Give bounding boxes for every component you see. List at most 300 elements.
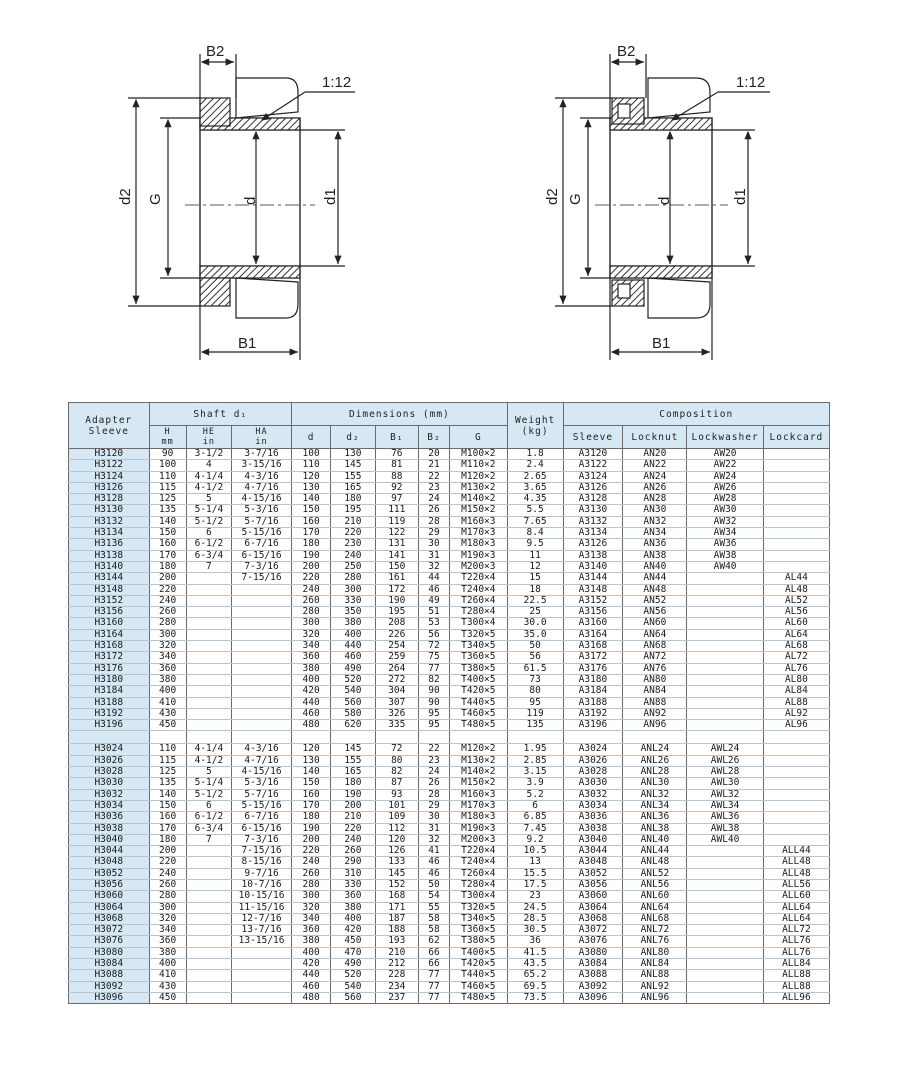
table-cell: A3148 (563, 584, 623, 595)
table-cell: 28 (418, 789, 449, 800)
table-cell: 130 (292, 482, 331, 493)
table-cell: M190×3 (449, 550, 507, 561)
table-cell: 240 (331, 550, 375, 561)
table-cell: 540 (331, 686, 375, 697)
separator-cell (623, 731, 687, 744)
table-row (69, 812, 830, 823)
table-cell: AN60 (623, 618, 687, 629)
table-cell (763, 755, 829, 766)
table-cell (186, 573, 231, 584)
table-cell: 230 (331, 539, 375, 550)
table-cell: M170×3 (449, 528, 507, 539)
table-cell: 150 (292, 505, 331, 516)
table-cell (763, 812, 829, 823)
table-cell: T480×5 (449, 992, 507, 1003)
table-cell: 160 (149, 539, 186, 550)
table-cell: T460×5 (449, 708, 507, 719)
table-cell: 95 (507, 697, 563, 708)
table-cell: 420 (292, 686, 331, 697)
table-cell (687, 959, 763, 970)
table-cell: ANL44 (623, 846, 687, 857)
group-separator-row (69, 731, 830, 744)
table-cell: A3172 (563, 652, 623, 663)
left-d1-label: d1 (322, 188, 339, 205)
table-cell: 150 (149, 528, 186, 539)
table-cell: ANL34 (623, 800, 687, 811)
table-cell: 200 (149, 846, 186, 857)
table-cell: AL96 (763, 720, 829, 731)
table-cell (763, 800, 829, 811)
table-cell: 2.4 (507, 460, 563, 471)
table-cell: 330 (331, 879, 375, 890)
table-cell: AW34 (687, 528, 763, 539)
table-cell: 120 (292, 471, 331, 482)
table-cell: T320×5 (449, 902, 507, 913)
table-cell: AW24 (687, 471, 763, 482)
table-cell: AL80 (763, 674, 829, 685)
table-row (69, 879, 830, 890)
table-cell (687, 857, 763, 868)
table-cell (232, 947, 292, 958)
table-cell: A3052 (563, 868, 623, 879)
table-cell: 304 (375, 686, 418, 697)
table-cell: 360 (149, 936, 186, 947)
table-cell: 23 (418, 482, 449, 493)
table-cell: 152 (375, 879, 418, 890)
header-weight-unit: (kg) (521, 425, 549, 437)
table-cell: AW26 (687, 482, 763, 493)
table-cell (186, 913, 231, 924)
table-cell: A3140 (563, 561, 623, 572)
table-cell: AWL36 (687, 812, 763, 823)
table-cell: 326 (375, 708, 418, 719)
table-row (69, 720, 830, 731)
table-cell: H3126 (69, 482, 150, 493)
table-cell: A3026 (563, 755, 623, 766)
table-cell: 131 (375, 539, 418, 550)
table-row (69, 970, 830, 981)
table-cell: T220×4 (449, 573, 507, 584)
table-cell (232, 674, 292, 685)
table-cell (232, 992, 292, 1003)
table-cell: 300 (149, 902, 186, 913)
table-cell: H3088 (69, 970, 150, 981)
table-cell: 350 (331, 607, 375, 618)
table-cell (687, 573, 763, 584)
table-cell: 5 (186, 767, 231, 778)
header-ha-unit: in (255, 437, 268, 447)
table-cell (687, 618, 763, 629)
table-cell: H3196 (69, 720, 150, 731)
table-cell: 56 (418, 629, 449, 640)
table-cell: 335 (375, 720, 418, 731)
table-cell (232, 708, 292, 719)
table-cell: 208 (375, 618, 418, 629)
table-cell: H3156 (69, 607, 150, 618)
left-taper-label: 1:12 (322, 74, 352, 91)
table-cell: 10.5 (507, 846, 563, 857)
table-cell: 520 (331, 674, 375, 685)
table-cell: 6 (507, 800, 563, 811)
table-cell: 340 (149, 925, 186, 936)
table-cell: AW30 (687, 505, 763, 516)
table-cell: H3028 (69, 767, 150, 778)
table-cell: M130×2 (449, 482, 507, 493)
table-cell: A3072 (563, 925, 623, 936)
table-cell: AL68 (763, 641, 829, 652)
table-cell: 440 (292, 697, 331, 708)
table-cell: 440 (331, 641, 375, 652)
table-cell: AL76 (763, 663, 829, 674)
table-cell: A3144 (563, 573, 623, 584)
table-cell: H3036 (69, 812, 150, 823)
table-cell: 240 (331, 834, 375, 845)
table-cell (763, 767, 829, 778)
table-cell: 320 (292, 902, 331, 913)
table-cell: H3184 (69, 686, 150, 697)
table-cell: A3024 (563, 744, 623, 755)
table-cell: AW20 (687, 449, 763, 460)
table-cell: AN80 (623, 674, 687, 685)
right-d1-label: d1 (732, 188, 749, 205)
table-cell: M130×2 (449, 755, 507, 766)
table-cell: A3134 (563, 528, 623, 539)
table-cell: 7-3/16 (232, 561, 292, 572)
adapter-sleeve-table (68, 402, 830, 1004)
table-cell: A3034 (563, 800, 623, 811)
table-row (69, 755, 830, 766)
table-cell (186, 902, 231, 913)
table-cell: T440×5 (449, 970, 507, 981)
table-cell: M150×2 (449, 778, 507, 789)
table-cell: 180 (149, 834, 186, 845)
table-cell: 290 (331, 857, 375, 868)
table-cell: 240 (149, 595, 186, 606)
table-cell: 6-1/2 (186, 812, 231, 823)
specification-table-wrapper (68, 402, 830, 1004)
table-cell: 170 (292, 528, 331, 539)
table-cell: 330 (331, 595, 375, 606)
table-row (69, 800, 830, 811)
table-cell: A3036 (563, 812, 623, 823)
table-row (69, 744, 830, 755)
table-cell: 195 (331, 505, 375, 516)
table-cell: 82 (418, 674, 449, 685)
table-cell: 272 (375, 674, 418, 685)
table-cell: 187 (375, 913, 418, 924)
table-cell: 4-1/4 (186, 744, 231, 755)
table-cell: 4-7/16 (232, 482, 292, 493)
table-cell: 4-15/16 (232, 767, 292, 778)
table-cell: A3126 (563, 539, 623, 550)
header-b1: B₁ (375, 426, 418, 449)
table-cell: H3084 (69, 959, 150, 970)
table-cell: AN96 (623, 720, 687, 731)
table-cell: ANL56 (623, 879, 687, 890)
table-row (69, 449, 830, 460)
table-cell (687, 913, 763, 924)
table-cell: 180 (331, 494, 375, 505)
table-cell: 140 (149, 516, 186, 527)
table-cell: 380 (292, 663, 331, 674)
table-cell: A3032 (563, 789, 623, 800)
table-cell: 170 (292, 800, 331, 811)
header-h-unit: mm (161, 437, 174, 447)
table-cell: H3052 (69, 868, 150, 879)
table-cell: AW28 (687, 494, 763, 505)
table-row (69, 789, 830, 800)
separator-cell (292, 731, 331, 744)
table-cell: AN84 (623, 686, 687, 697)
table-cell: AWL32 (687, 789, 763, 800)
table-cell: 7.65 (507, 516, 563, 527)
table-cell: 26 (418, 778, 449, 789)
table-row (69, 607, 830, 618)
table-cell: H3068 (69, 913, 150, 924)
table-cell: 5-3/16 (232, 505, 292, 516)
table-cell (687, 607, 763, 618)
table-cell: AN22 (623, 460, 687, 471)
table-cell: H3026 (69, 755, 150, 766)
table-cell: H3030 (69, 778, 150, 789)
table-cell: 480 (292, 992, 331, 1003)
table-cell: 190 (292, 550, 331, 561)
table-cell (232, 686, 292, 697)
table-cell: T420×5 (449, 686, 507, 697)
table-cell (687, 720, 763, 731)
table-cell: 260 (331, 846, 375, 857)
table-cell: 130 (331, 449, 375, 460)
table-cell: 30.0 (507, 618, 563, 629)
table-cell (232, 629, 292, 640)
table-cell (763, 528, 829, 539)
table-cell: 340 (292, 641, 331, 652)
table-cell: 110 (149, 471, 186, 482)
table-cell: 180 (292, 539, 331, 550)
table-cell: 193 (375, 936, 418, 947)
table-cell: 400 (292, 947, 331, 958)
table-cell: 92 (375, 482, 418, 493)
table-cell (687, 891, 763, 902)
table-row (69, 595, 830, 606)
table-row (69, 494, 830, 505)
table-cell: A3188 (563, 697, 623, 708)
table-cell: 125 (149, 767, 186, 778)
table-cell: 380 (292, 936, 331, 947)
header-sleeve: Sleeve (563, 426, 623, 449)
table-cell (763, 449, 829, 460)
table-cell: 95 (418, 720, 449, 731)
separator-cell (232, 731, 292, 744)
table-cell: 4-1/4 (186, 471, 231, 482)
table-cell: 17.5 (507, 879, 563, 890)
table-cell: 6 (186, 528, 231, 539)
table-cell: 210 (331, 516, 375, 527)
table-cell (186, 674, 231, 685)
table-cell: 380 (331, 902, 375, 913)
table-cell: 29 (418, 528, 449, 539)
table-cell (186, 629, 231, 640)
table-cell: 13-15/16 (232, 936, 292, 947)
table-cell: A3164 (563, 629, 623, 640)
table-cell: 55 (418, 902, 449, 913)
right-b2-label: B2 (617, 43, 636, 60)
right-b1-label: B1 (652, 335, 671, 352)
table-cell (763, 494, 829, 505)
table-cell: 440 (292, 970, 331, 981)
table-cell: 76 (375, 449, 418, 460)
table-cell: 307 (375, 697, 418, 708)
table-cell: 5-7/16 (232, 789, 292, 800)
table-cell (232, 970, 292, 981)
table-cell: 470 (331, 947, 375, 958)
table-cell: A3138 (563, 550, 623, 561)
table-cell: 4-7/16 (232, 755, 292, 766)
table-cell: 6-1/2 (186, 539, 231, 550)
table-cell (687, 595, 763, 606)
table-cell: 73 (507, 674, 563, 685)
table-cell: 25 (507, 607, 563, 618)
table-cell: 460 (292, 708, 331, 719)
header-ha-label: HA (255, 427, 268, 437)
table-cell: 145 (331, 744, 375, 755)
table-cell (763, 516, 829, 527)
table-cell: H3192 (69, 708, 150, 719)
table-cell: AL60 (763, 618, 829, 629)
table-cell (687, 697, 763, 708)
table-cell (186, 846, 231, 857)
table-cell: AW32 (687, 516, 763, 527)
table-cell: T460×5 (449, 981, 507, 992)
table-cell: 9-7/16 (232, 868, 292, 879)
table-cell: 490 (331, 663, 375, 674)
table-cell: 400 (331, 913, 375, 924)
table-cell: 200 (292, 834, 331, 845)
table-cell: 11-15/16 (232, 902, 292, 913)
table-cell (687, 947, 763, 958)
table-cell: H3176 (69, 663, 150, 674)
table-cell: 58 (418, 913, 449, 924)
header-lockwasher: Lockwasher (687, 426, 763, 449)
table-cell: 410 (149, 697, 186, 708)
table-cell: 22 (418, 471, 449, 482)
table-cell: AN24 (623, 471, 687, 482)
header-b2: B₂ (418, 426, 449, 449)
table-cell: 65.2 (507, 970, 563, 981)
table-cell: 24 (418, 767, 449, 778)
table-cell: 280 (331, 573, 375, 584)
table-cell (763, 539, 829, 550)
table-row (69, 767, 830, 778)
right-d2-label: d2 (544, 188, 561, 205)
table-cell: 109 (375, 812, 418, 823)
table-cell: A3068 (563, 913, 623, 924)
table-cell (186, 879, 231, 890)
table-cell: 228 (375, 970, 418, 981)
table-cell: 140 (149, 789, 186, 800)
table-cell: H3188 (69, 697, 150, 708)
table-cell: 5-1/4 (186, 778, 231, 789)
table-row (69, 891, 830, 902)
table-cell: 5-15/16 (232, 528, 292, 539)
table-cell: 75 (418, 652, 449, 663)
table-cell: H3060 (69, 891, 150, 902)
table-cell: 81 (375, 460, 418, 471)
table-cell: 540 (331, 981, 375, 992)
table-cell: ANL60 (623, 891, 687, 902)
table-cell: AN52 (623, 595, 687, 606)
table-cell: 111 (375, 505, 418, 516)
table-cell: 280 (292, 607, 331, 618)
table-cell: 1.8 (507, 449, 563, 460)
table-cell: H3172 (69, 652, 150, 663)
table-cell (186, 663, 231, 674)
table-cell: AN36 (623, 539, 687, 550)
table-cell: 450 (331, 936, 375, 947)
table-cell: AN34 (623, 528, 687, 539)
table-cell: AN44 (623, 573, 687, 584)
table-cell (763, 789, 829, 800)
table-cell: 150 (292, 778, 331, 789)
table-cell: 77 (418, 663, 449, 674)
table-cell: AWL40 (687, 834, 763, 845)
table-cell: 61.5 (507, 663, 563, 674)
left-d2-label: d2 (117, 188, 134, 205)
table-cell: 66 (418, 959, 449, 970)
table-cell: AL56 (763, 607, 829, 618)
table-cell: 360 (292, 652, 331, 663)
table-cell: 360 (292, 925, 331, 936)
table-cell: AN26 (623, 482, 687, 493)
table-cell: 180 (331, 778, 375, 789)
table-cell: 46 (418, 584, 449, 595)
table-cell: H3080 (69, 947, 150, 958)
table-cell: H3140 (69, 561, 150, 572)
table-cell: A3088 (563, 970, 623, 981)
table-cell: A3160 (563, 618, 623, 629)
table-row (69, 686, 830, 697)
table-cell: 200 (149, 573, 186, 584)
table-cell (186, 652, 231, 663)
table-cell: H3032 (69, 789, 150, 800)
table-cell: 100 (292, 449, 331, 460)
table-cell (186, 607, 231, 618)
table-cell (763, 561, 829, 572)
table-cell: M180×3 (449, 539, 507, 550)
table-row (69, 936, 830, 947)
table-cell: 520 (331, 970, 375, 981)
table-cell: 145 (375, 868, 418, 879)
table-cell: ALL60 (763, 891, 829, 902)
header-h-label: H (164, 427, 171, 437)
table-cell: 3-7/16 (232, 449, 292, 460)
table-cell (763, 471, 829, 482)
table-cell: 28.5 (507, 913, 563, 924)
left-b2-label: B2 (206, 43, 225, 60)
table-cell: 220 (331, 528, 375, 539)
table-cell: 320 (292, 629, 331, 640)
table-cell: 5 (186, 494, 231, 505)
table-cell: ALL96 (763, 992, 829, 1003)
table-cell: 13-7/16 (232, 925, 292, 936)
table-cell: ANL48 (623, 857, 687, 868)
table-cell: 7 (186, 561, 231, 572)
table-cell: H3044 (69, 846, 150, 857)
right-drawing (555, 54, 770, 360)
table-cell: 195 (375, 607, 418, 618)
table-cell: AL88 (763, 697, 829, 708)
table-cell: T220×4 (449, 846, 507, 857)
